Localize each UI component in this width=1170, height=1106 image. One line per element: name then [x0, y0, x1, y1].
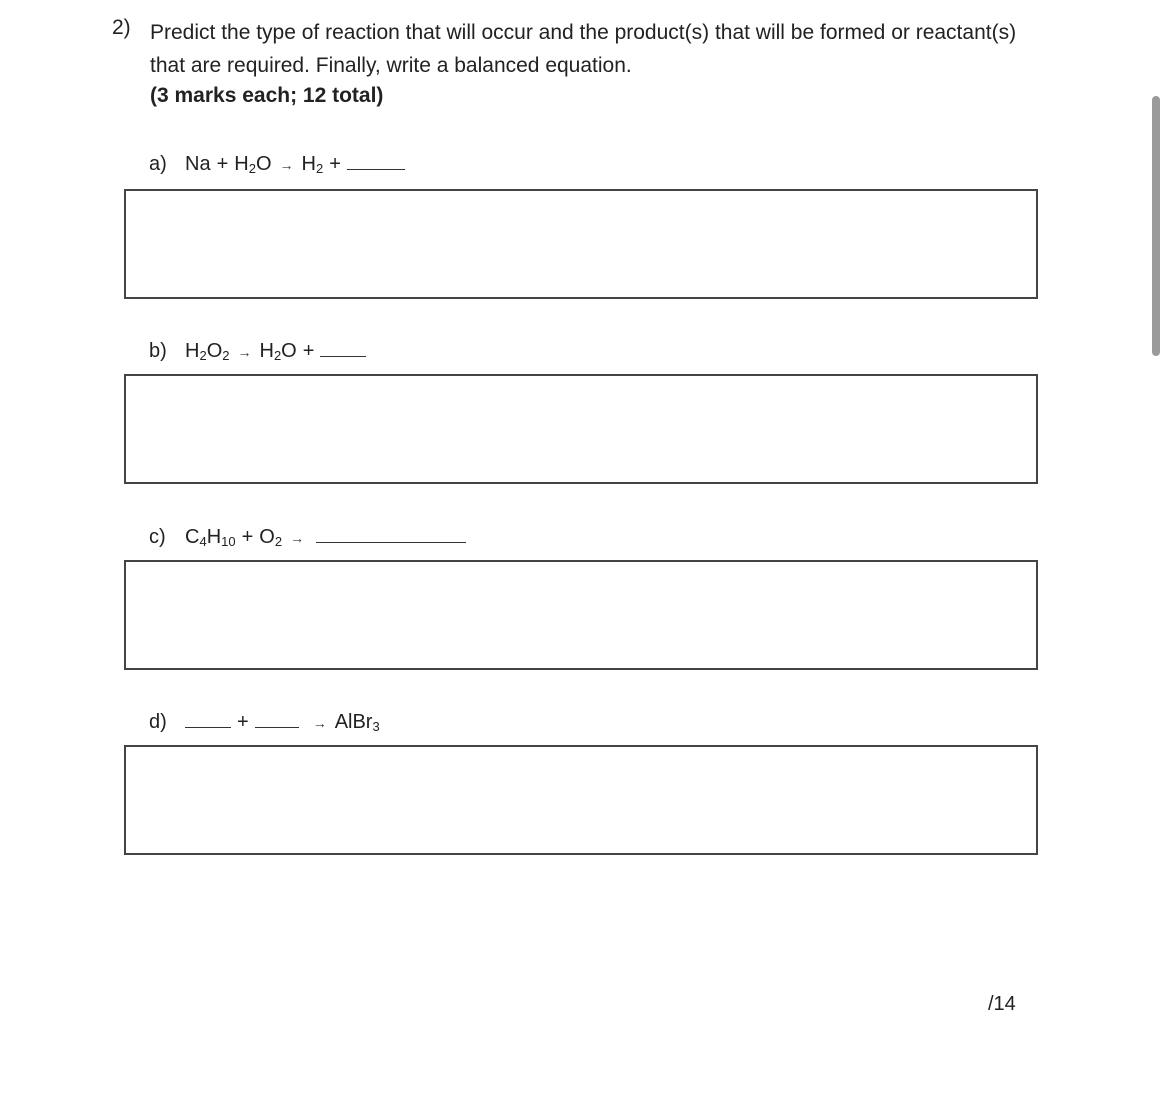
- question-number: 2): [112, 16, 131, 39]
- reactant: $C_4H_{10}$: [185, 526, 236, 549]
- equation-a: [149, 153, 405, 176]
- product: AlBr$_3$: [334, 711, 380, 734]
- equation-b: [149, 340, 366, 363]
- plus-sign: +: [216, 153, 229, 175]
- plus-sign: +: [329, 153, 341, 175]
- scrollbar-thumb[interactable]: [1152, 96, 1160, 356]
- part-label: a): [149, 153, 167, 175]
- answer-box-a[interactable]: [124, 189, 1038, 299]
- reactant: $O_2$: [259, 526, 283, 549]
- blank-line: [185, 715, 231, 728]
- answer-box-c[interactable]: [124, 560, 1038, 670]
- answer-box-d[interactable]: [124, 745, 1038, 855]
- answer-box-b[interactable]: [124, 374, 1038, 484]
- arrow-icon: →: [290, 530, 305, 546]
- reactant: $H_2O$: [234, 153, 272, 176]
- blank-line: [347, 157, 405, 170]
- plus-sign: +: [241, 526, 254, 548]
- blank-line: [255, 715, 299, 728]
- plus-sign: +: [302, 340, 315, 362]
- part-label: c): [149, 526, 166, 548]
- plus-sign: +: [237, 711, 249, 733]
- score-total: /14: [988, 993, 1016, 1015]
- question-text: Predict the type of reaction that will occur and the product(s) that will be formed or reactant(s) that are required. Finally, write a balanced equation.: [150, 21, 1017, 77]
- reactant: Na: [185, 153, 211, 175]
- part-label: b): [149, 340, 167, 362]
- equation-d: [149, 711, 380, 734]
- blank-line: [316, 530, 466, 543]
- arrow-icon: →: [279, 157, 294, 173]
- equation-c: [149, 526, 466, 549]
- arrow-icon: →: [312, 715, 327, 731]
- product: $H_2$: [301, 153, 324, 176]
- question-marks: (3 marks each; 12 total): [150, 84, 384, 107]
- product: $H_2O$: [259, 340, 297, 363]
- reactant: $H_2O_2$: [185, 340, 230, 363]
- arrow-icon: →: [237, 344, 252, 360]
- part-label: d): [149, 711, 167, 733]
- blank-line: [320, 344, 366, 357]
